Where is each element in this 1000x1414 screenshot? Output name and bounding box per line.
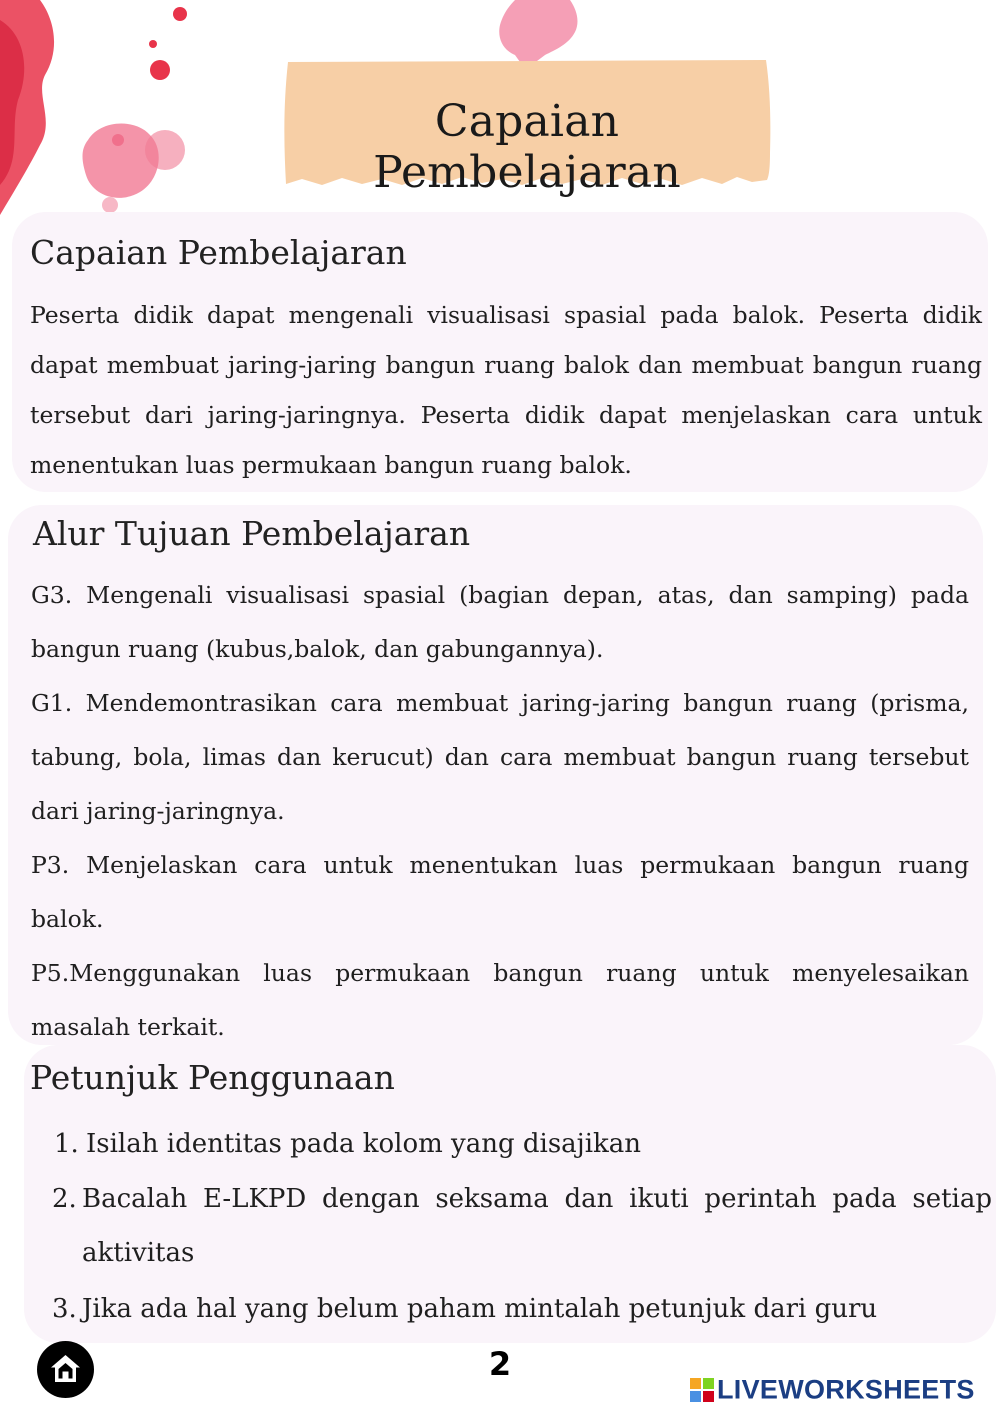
liveworksheets-brand[interactable] — [690, 1373, 975, 1407]
title-banner — [282, 58, 772, 198]
alur-item-p3: P3. Menjelaskan cara untuk menentukan luas permukaan bangun ruang balok. — [31, 851, 969, 933]
alur-item-p5: P5.Menggunakan luas permukaan bangun ruang untuk menyelesaikan masalah terkait. — [31, 959, 969, 1041]
capaian-heading: Capaian Pembelajaran — [30, 233, 407, 272]
page-title: Capaian Pembelajaran — [373, 96, 681, 198]
home-button[interactable] — [37, 1341, 94, 1398]
list-item — [52, 1172, 992, 1280]
alur-heading: Alur Tujuan Pembelajaran — [33, 514, 471, 553]
step-number: 2. — [52, 1184, 77, 1214]
liveworksheets-logo-icon — [690, 1378, 714, 1402]
brand-label: LIVEWORKSHEETS — [717, 1374, 975, 1405]
step-text: Bacalah E-LKPD dengan seksama dan ikuti perintah pada setiap aktivitas — [82, 1184, 992, 1268]
page-number: 2 — [488, 1345, 512, 1383]
step-number: 3. — [52, 1294, 77, 1324]
alur-item-g1: G1. Mendemontrasikan cara membuat jaring-jaring bangun ruang (prisma, tabung, bola, limas dan kerucut) dan cara membuat bangun ruang tersebut dari jaring-jaringnya. — [31, 689, 969, 825]
alur-item-g3: G3. Mengenali visualisasi spasial (bagian depan, atas, dan samping) pada bangun ruang (kubus,balok, dan gabungannya). — [31, 581, 969, 663]
paint-splash-decoration — [0, 0, 200, 230]
capaian-text: Peserta didik dapat mengenali visualisasi spasial pada balok. Peserta didik dapat membuat jaring-jaring bangun ruang balok dan membuat bangun ruang tersebut dari jaring-jaringnya. Peserta didik dapat menjelaskan cara untuk menentukan luas permukaan bangun ruang balok. — [30, 301, 982, 479]
petunjuk-heading: Petunjuk Penggunaan — [30, 1058, 395, 1097]
home-icon — [49, 1352, 82, 1385]
list-item — [52, 1282, 992, 1336]
step-text: Isilah identitas pada kolom yang disajikan — [86, 1129, 642, 1159]
step-text: Jika ada hal yang belum paham mintalah petunjuk dari guru — [82, 1294, 878, 1324]
step-number: 1. — [54, 1129, 79, 1159]
list-item — [54, 1117, 954, 1171]
